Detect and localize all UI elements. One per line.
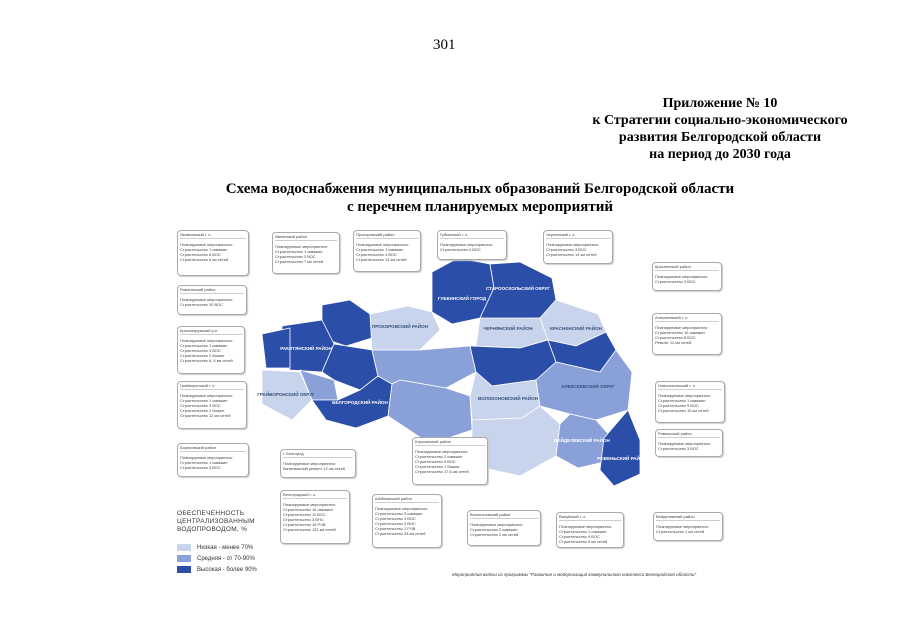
info-box-line: Строительство 14 км сетей bbox=[546, 252, 597, 257]
info-box-line: Строительство 2 РЧВ bbox=[375, 526, 416, 531]
region-label-gubkinsky: ГУБКИНСКИЙ ГОРОД bbox=[437, 296, 487, 301]
info-box-line: Строительство 133 км сетей bbox=[283, 527, 336, 532]
info-box-title: Новооскольский г. о. bbox=[658, 383, 722, 390]
info-box-line: Планируемые мероприятия: bbox=[375, 506, 428, 511]
info-box-line: Планируемые мероприятия: bbox=[180, 338, 233, 343]
info-box-line: Строительство 1 скважин bbox=[180, 343, 228, 348]
info-box-borisovsky bbox=[177, 443, 249, 477]
info-box-line: Строительство 17,6 км сетей bbox=[415, 469, 469, 474]
info-box-line: Строительство 9 ВОС bbox=[658, 403, 699, 408]
legend-title-line: ЦЕНТРАЛИЗОВАННЫМ bbox=[177, 518, 255, 525]
legend-item-high bbox=[177, 566, 257, 573]
region-label-belgorodsky: БЕЛГОРОДСКИЙ РАЙОН bbox=[332, 400, 388, 405]
region-shebekinsky[interactable] bbox=[388, 380, 472, 444]
info-box-line: Строительство 8 ВОС bbox=[655, 335, 696, 340]
info-box-valuysky bbox=[556, 512, 624, 548]
info-box-krasnensky bbox=[652, 262, 722, 291]
info-box-title: г. Белгород bbox=[283, 451, 353, 458]
info-box-line: Строительство 1 скважин bbox=[559, 529, 607, 534]
info-box-line: Строительство 1 км сетей bbox=[656, 529, 705, 534]
info-box-line: Строительство 1 скважин bbox=[180, 398, 228, 403]
page-number: 301 bbox=[433, 37, 456, 53]
info-box-line: Строительство 3 ВНС bbox=[283, 517, 324, 522]
info-box-line: Строительство 10 ВОС bbox=[180, 302, 224, 307]
info-box-rovensky bbox=[655, 429, 723, 457]
info-box-line: Строительство 33 км сетей bbox=[375, 531, 426, 536]
info-box-prokhorovsky bbox=[353, 230, 421, 272]
info-box-line: Строительство 10 скважин bbox=[655, 330, 705, 335]
legend-label: Высокая - более 90% bbox=[197, 566, 257, 573]
info-box-line: Планируемые мероприятия: bbox=[283, 461, 336, 466]
region-label-chernyansky: ЧЕРНЯНСКИЙ РАЙОН bbox=[483, 326, 533, 331]
info-box-title: Яковлевский г. о. bbox=[180, 232, 246, 239]
info-box-line: Строительство 2 башен bbox=[180, 353, 225, 358]
info-box-line: Строительство 6 км сетей bbox=[180, 257, 229, 262]
info-box-krasnoyaruzhsky bbox=[177, 326, 245, 374]
appendix-line: на период до 2030 года bbox=[649, 147, 791, 162]
legend-title-line: ОБЕСПЕЧЕННОСТЬ bbox=[177, 510, 245, 517]
info-box-line: Строительство 10 км сетей bbox=[658, 408, 709, 413]
region-label-grayvoronsky: ГРАЙВОРОНСКИЙ ОКРУГ bbox=[257, 392, 315, 397]
legend-title-line: ВОДОПРОВОДОМ, % bbox=[177, 526, 248, 533]
info-box-title: Борисовский район bbox=[180, 445, 246, 452]
info-box-line: Планируемые мероприятия: bbox=[275, 244, 328, 249]
legend-item-mid bbox=[177, 555, 257, 562]
map-title-line: Схема водоснабжения муниципальных образований Белгородской области bbox=[225, 181, 735, 197]
info-box-title: Ракитянский район bbox=[180, 287, 244, 294]
info-box-line: Строительство 12 км сетей bbox=[180, 413, 231, 418]
info-box-line: Строительство 1 скважин bbox=[180, 460, 228, 465]
info-box-title: Корочанский район bbox=[415, 439, 485, 446]
info-box-line: Строительство 6 ВОС bbox=[415, 459, 456, 464]
info-box-line: Строительство 3 скважин bbox=[375, 511, 423, 516]
info-box-line: Планируемые мероприятия: bbox=[180, 297, 233, 302]
info-box-line: Строительство 1 башни bbox=[415, 464, 460, 469]
info-box-line: Строительство 4 ВОС bbox=[356, 252, 397, 257]
region-korochansky[interactable] bbox=[372, 346, 476, 388]
info-box-line: Планируемые мероприятия: bbox=[440, 242, 493, 247]
info-box-line: Строительство 6, 4 км сетей bbox=[180, 358, 233, 363]
info-box-line: Строительство 1 скважин bbox=[275, 249, 323, 254]
info-box-line: Строительство 6 км сетей bbox=[559, 539, 608, 544]
info-box-line: Строительство 1 скважин bbox=[356, 247, 404, 252]
info-box-line: Строительство 10 РЧВ bbox=[283, 522, 326, 527]
info-box-line: Строительство 3 ВОС bbox=[180, 403, 221, 408]
info-box-title: Краснояружский р-н bbox=[180, 328, 242, 335]
info-box-line: Строительство 3 ВОС bbox=[180, 465, 221, 470]
region-label-volokonovsky: ВОЛОКОНОВСКИЙ РАЙОН bbox=[477, 396, 539, 401]
info-box-line: Строительство 2 км сетей bbox=[470, 532, 519, 537]
region-label-starooskolsky: СТАРООСКОЛЬСКИЙ ОКРУГ bbox=[485, 286, 551, 291]
info-box-line: Строительство 2 скважин bbox=[470, 527, 518, 532]
info-box-line: Планируемые мероприятия: bbox=[180, 242, 233, 247]
info-box-title: Красненский район bbox=[655, 264, 719, 271]
region-label-rakityansky: РАКИТЯНСКИЙ РАЙОН bbox=[280, 346, 332, 351]
info-box-title: Валуйский г. о. bbox=[559, 514, 621, 521]
region-label-prokhorovsky: ПРОХОРОВСКИЙ РАЙОН bbox=[371, 324, 429, 329]
info-box-korochansky bbox=[412, 437, 488, 485]
info-box-belgorod-city bbox=[280, 449, 356, 478]
legend-swatch-mid bbox=[177, 555, 191, 562]
info-box-title: Чернянский г. о. bbox=[546, 232, 610, 239]
info-box-title: Ровеньский район bbox=[658, 431, 720, 438]
info-box-belgorodsky bbox=[280, 490, 350, 544]
info-box-yakovlevsky bbox=[177, 230, 249, 276]
info-box-line: Планируемые мероприятия: bbox=[356, 242, 409, 247]
info-box-line: Строительство 2 башен bbox=[180, 408, 225, 413]
legend-item-low bbox=[177, 544, 257, 551]
info-box-line: Планируемые мероприятия: bbox=[656, 524, 709, 529]
appendix-line: к Стратегии социально-экономического bbox=[592, 113, 848, 128]
legend bbox=[177, 510, 257, 573]
info-box-line: Планируемые мероприятия: bbox=[180, 393, 233, 398]
appendix-line: Приложение № 10 bbox=[662, 96, 778, 111]
appendix-line: развития Белгородской области bbox=[618, 130, 822, 145]
info-box-line: Строительство 3 ВОС bbox=[180, 348, 221, 353]
info-box-line: Планируемые мероприятия: bbox=[658, 441, 711, 446]
info-box-line: Строительство 1 скважин bbox=[180, 247, 228, 252]
info-box-line: Строительство 15 скважин bbox=[283, 507, 333, 512]
info-box-line: Строительство 3 ВОС bbox=[275, 254, 316, 259]
info-box-title: Волоконовский район bbox=[470, 512, 538, 519]
info-box-title: Белгородский г. о. bbox=[283, 492, 347, 499]
info-box-line: Строительство 8 ВОС bbox=[180, 252, 221, 257]
info-box-title: Шебекинский район bbox=[375, 496, 439, 503]
info-box-alekseevsky bbox=[652, 313, 722, 355]
info-box-line: Строительство 3 ВОС bbox=[546, 247, 587, 252]
region-label-rovensky: РОВЕНЬСКИЙ РАЙОН bbox=[597, 456, 647, 461]
region-label-alekseevsky: АЛЕКСЕЕВСКИЙ ОКРУГ bbox=[561, 384, 615, 389]
info-box-line: Капитальный ремонт 12 км сетей bbox=[283, 466, 345, 471]
info-box-line: Планируемые мероприятия: bbox=[415, 449, 468, 454]
legend-swatch-high bbox=[177, 566, 191, 573]
info-box-veydelevsky bbox=[653, 512, 723, 541]
info-box-line: Строительство 13 км сетей bbox=[356, 257, 407, 262]
info-box-shebekinsky bbox=[372, 494, 442, 548]
region-label-krasnensky: КРАСНЕНСКИЙ РАЙОН bbox=[550, 326, 602, 331]
legend-swatch-low bbox=[177, 544, 191, 551]
info-box-novooskolsky bbox=[655, 381, 725, 423]
info-box-gubkinsky bbox=[437, 230, 507, 260]
info-box-rakityansky bbox=[177, 285, 247, 315]
region-rovensky bbox=[600, 410, 640, 486]
info-box-line: Планируемые мероприятия: bbox=[283, 502, 336, 507]
legend-label: Средняя - от 70-90% bbox=[197, 555, 255, 562]
info-box-title: Губкинский г. о. bbox=[440, 232, 504, 239]
info-box-line: Планируемые мероприятия: bbox=[655, 274, 708, 279]
info-box-line: Строительство 3 ВОС bbox=[655, 279, 696, 284]
map-title-line: с перечнем планируемых мероприятий bbox=[346, 199, 614, 215]
info-box-chernyansky bbox=[543, 230, 613, 264]
info-box-line: Строительство 7 км сетей bbox=[275, 259, 324, 264]
info-box-line: Планируемые мероприятия: bbox=[655, 325, 708, 330]
info-box-line: Планируемые мероприятия: bbox=[470, 522, 523, 527]
info-box-line: Строительство 2 скважин bbox=[415, 454, 463, 459]
info-box-title: Вейделевский район bbox=[656, 514, 720, 521]
info-box-title: Алексеевский г. о. bbox=[655, 315, 719, 322]
info-box-line: Строительство 11 ВОС bbox=[283, 512, 326, 517]
info-box-ivnyansky bbox=[272, 232, 340, 274]
info-box-line: Строительство 4 ВОС bbox=[440, 247, 481, 252]
info-box-line: Строительство 4 ВОС bbox=[375, 516, 416, 521]
info-box-line: Строительство 1 скважин bbox=[658, 398, 706, 403]
info-box-line: Планируемые мероприятия: bbox=[180, 455, 233, 460]
legend-label: Низкая - менее 70% bbox=[197, 544, 254, 551]
info-box-volokonovsky bbox=[467, 510, 541, 546]
info-box-title: Прохоровский район bbox=[356, 232, 418, 239]
footnote: Мероприятия взяты из программы "Развитие и модернизация коммунального комплекса Белгородской области" bbox=[452, 572, 697, 577]
info-box-line: Строительство 4 ВОС bbox=[559, 534, 600, 539]
info-box-line: Планируемые мероприятия: bbox=[559, 524, 612, 529]
info-box-grayvoronsky bbox=[177, 381, 247, 429]
info-box-line: Ремонт 12 км сетей bbox=[655, 340, 692, 345]
info-box-line: Строительство 3 ВОС bbox=[658, 446, 699, 451]
info-box-title: Грайворонский г. о. bbox=[180, 383, 244, 390]
info-box-line: Планируемые мероприятия: bbox=[546, 242, 599, 247]
info-box-title: Ивнянский район bbox=[275, 234, 337, 241]
region-label-veydelevsky: ВЕЙДЕЛЕВСКИЙ РАЙОН bbox=[554, 438, 610, 443]
info-box-line: Строительство 3 ВНС bbox=[375, 521, 416, 526]
info-box-line: Планируемые мероприятия: bbox=[658, 393, 711, 398]
